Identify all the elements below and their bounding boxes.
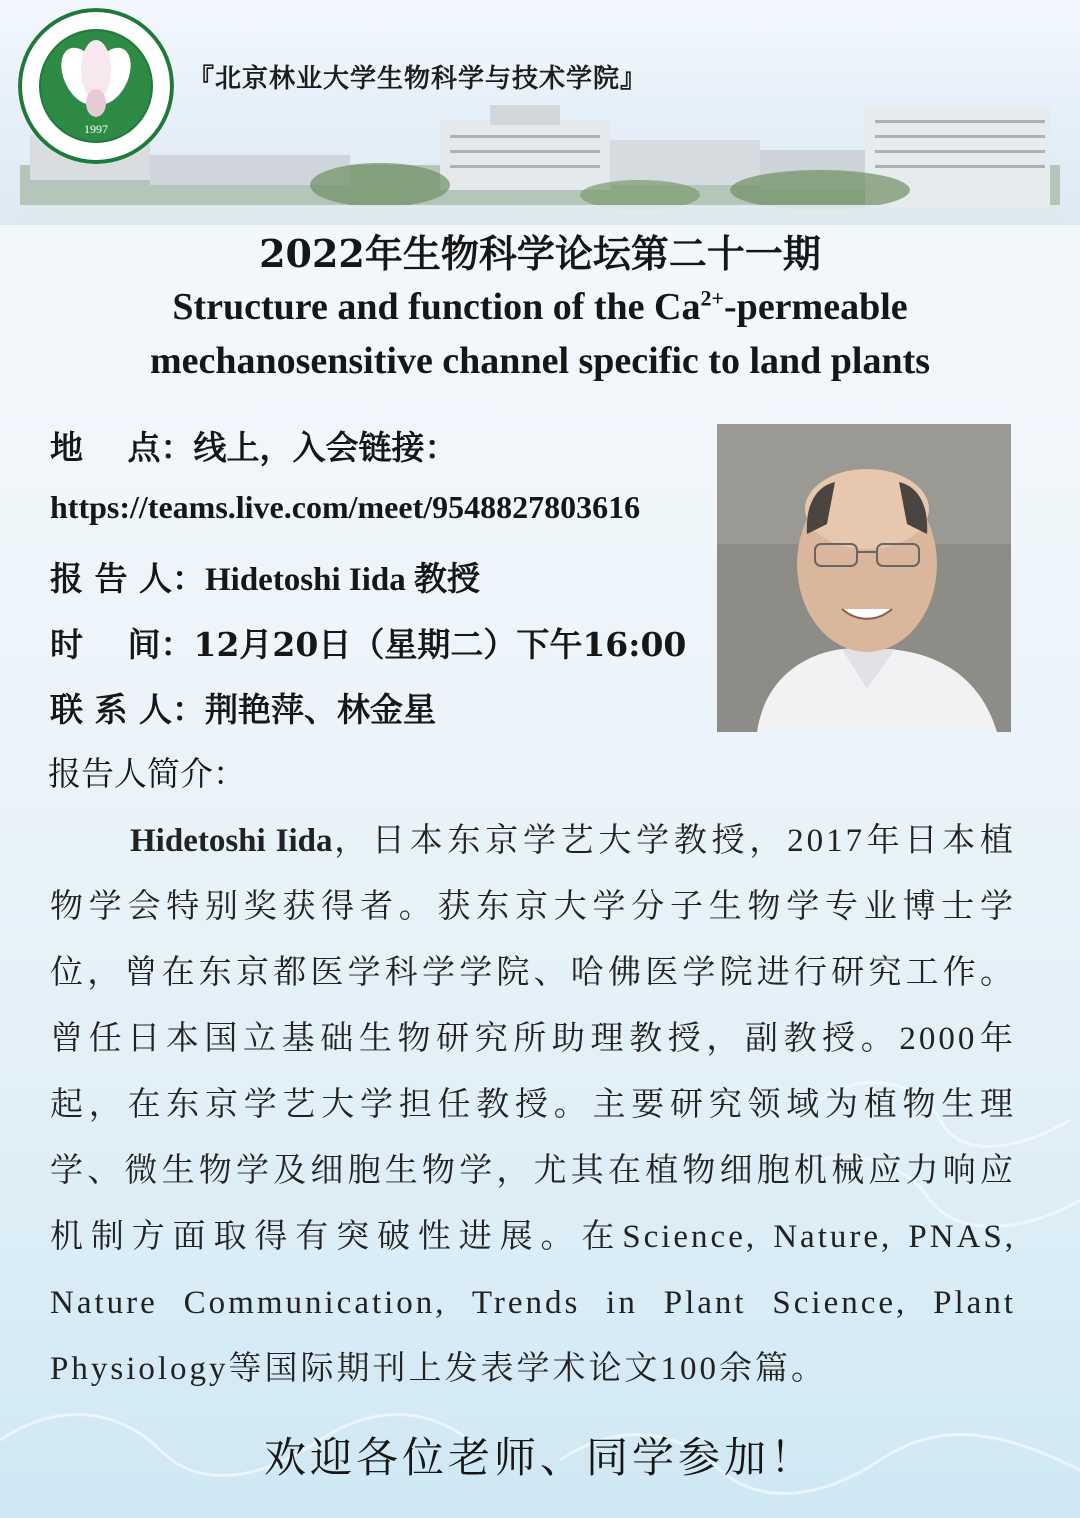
- forum-title: 2022年生物科学论坛第二十一期: [259, 231, 821, 276]
- institution-name: 『北京林业大学生物科学与技术学院』: [188, 64, 648, 94]
- superscript: 2+: [700, 285, 725, 311]
- meeting-link[interactable]: https://teams.live.com/meet/9548827803616: [50, 489, 641, 525]
- bio-name: Hidetoshi Iida: [130, 823, 333, 859]
- title-block: [0, 228, 1080, 388]
- talk-title-line-2: mechanosensitive channel specific to land plants: [149, 340, 931, 382]
- speaker-photo: [717, 424, 1011, 732]
- contact-row: [50, 684, 436, 731]
- talk-title-line-1: Structure and function of the $Ca^{2+}$-permeable: [172, 285, 908, 328]
- speaker-value: Hidetoshi Iida 教授: [204, 562, 481, 598]
- location-label: 地 点：: [50, 428, 194, 467]
- bio-paragraph: [50, 808, 1016, 1402]
- speaker-portrait: [717, 424, 1011, 732]
- campus-skyline-image: [20, 95, 1060, 220]
- contact-label: 联 系 人：: [50, 690, 205, 729]
- contact-value: 荆艳萍、林金星: [204, 690, 436, 729]
- bio-text: ，日本东京学艺大学教授，2017年日本植物学会特别奖获得者。获东京大学分子生物学专业博士学位，曾在东京都医学科学学院、哈佛医学院进行研究工作。曾任日本国立基础生物研究所助理教授，副教授。2000年起，在东京学艺大学担任教授。主要研究领域为植物生理学、微生物学及细胞生物学，尤其在植物细胞机械应力响应机制方面取得有突破性进展。在Science, Nature, PNAS, Nature Communication, Trends in Plant Science, Plant Physiology等国际期刊上发表学术论文100余篇。: [50, 823, 1017, 1387]
- time-value: 12月20日（星期二）下午16:00: [193, 625, 687, 664]
- college-logo: [18, 8, 174, 164]
- welcome-message: 欢迎各位老师、同学参加！: [263, 1433, 816, 1482]
- location-value: 线上，入会链接：: [193, 428, 458, 467]
- bio-heading: 报告人简介：: [48, 754, 246, 793]
- location-row: [50, 422, 458, 469]
- logo-year: 1997: [84, 122, 108, 136]
- speaker-label: 报 告 人：: [50, 559, 205, 598]
- speaker-row: [50, 553, 480, 600]
- time-row: [50, 619, 686, 666]
- time-label: 时 间：: [50, 625, 194, 664]
- header-banner: [0, 0, 1080, 225]
- meeting-link-row: [50, 488, 640, 526]
